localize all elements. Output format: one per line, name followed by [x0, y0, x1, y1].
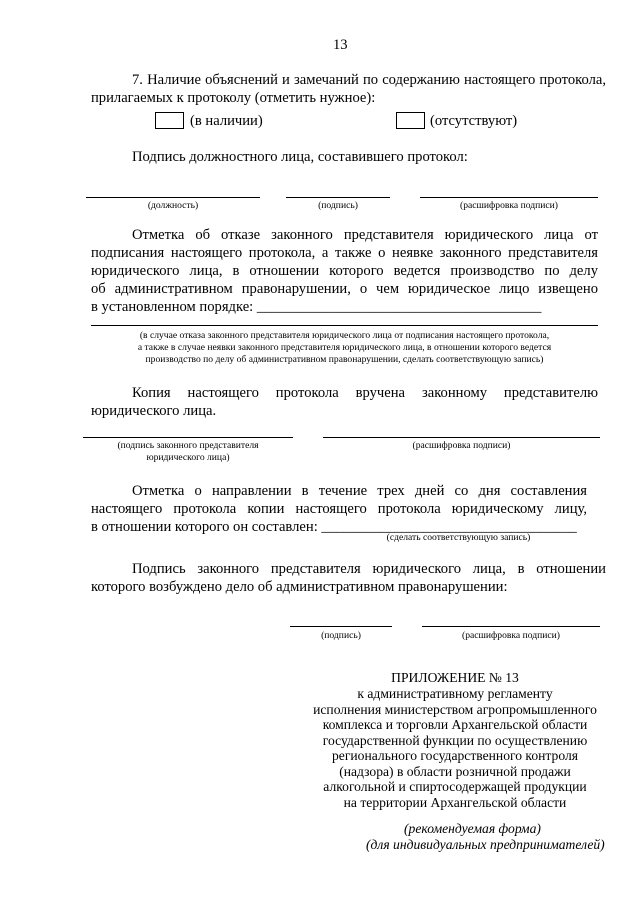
signature-line[interactable]: [286, 197, 390, 198]
caption-position: (должность): [147, 200, 199, 211]
refusal-hint-3: производство по делу об административном правонарушении, сделать соответствующую запись): [145, 354, 544, 365]
sending-line-3[interactable]: в отношении которого он составлен: ___________________________________: [91, 519, 577, 535]
rep-signature-line-1: Подпись законного представителя юридического лица, в отношении: [132, 561, 606, 577]
rep-signature-line[interactable]: [83, 437, 293, 438]
copy-line-1: Копия настоящего протокола вручена законному представителю: [132, 385, 598, 401]
position-line[interactable]: [86, 197, 260, 198]
refusal-line-3: юридического лица, в отношении которого ведется производство по делу: [91, 263, 598, 279]
sending-line-1: Отметка о направлении в течение трех дней со дня составления: [132, 483, 587, 499]
final-decoding-line[interactable]: [422, 626, 600, 627]
sending-line-2: настоящего протокола копии настоящего протокола юридическому лицу,: [91, 501, 587, 517]
appendix-title: ПРИЛОЖЕНИЕ № 13: [391, 670, 519, 685]
appendix-block: [305, 670, 605, 810]
appendix-line: регионального государственного контроля: [332, 748, 578, 763]
appendix-line: к административному регламенту: [357, 686, 553, 701]
caption-rep-signature-1: (подпись законного представителя: [117, 440, 259, 451]
caption-decoding: (расшифровка подписи): [460, 200, 558, 211]
appendix-line: комплекса и торговли Архангельской области: [322, 717, 588, 732]
sending-caption: (сделать соответствующую запись): [386, 532, 531, 543]
caption-rep-decoding: (расшифровка подписи): [412, 440, 511, 451]
rep-decoding-line[interactable]: [323, 437, 600, 438]
appendix-line: алкогольной и спиртосодержащей продукции: [323, 779, 587, 794]
rep-signature-line-2: которого возбуждено дело об административном правонарушении:: [91, 579, 508, 595]
appendix-line: на территории Архангельской области: [343, 794, 567, 810]
appendix-line: (надзора) в области розничной продажи: [339, 763, 571, 779]
section7-line1: 7. Наличие объяснений и замечаний по содержанию настоящего протокола,: [132, 72, 606, 88]
caption-signature: (подпись): [318, 200, 358, 211]
appendix-line: исполнения министерством агропромышленного: [313, 701, 597, 717]
checkbox-absent[interactable]: [396, 112, 425, 129]
final-caption-decoding: (расшифровка подписи): [462, 630, 560, 641]
copy-line-2: юридического лица.: [91, 403, 217, 419]
refusal-last-line[interactable]: в установленном порядке: _______________________________________: [91, 299, 542, 315]
refusal-hint-2: а также в случае неявки законного представителя юридического лица, в отношении которого ведется: [137, 342, 552, 353]
option-present-label: (в наличии): [190, 113, 263, 129]
refusal-line-4: об административном правонарушении, о чем юридическое лицо извещено: [91, 281, 598, 297]
decoding-line[interactable]: [420, 197, 598, 198]
option-absent-label: (отсутствуют): [430, 113, 518, 129]
page-number: 13: [333, 37, 348, 53]
final-signature-line[interactable]: [290, 626, 392, 627]
appendix-line: государственной функции по осуществлению: [322, 732, 588, 748]
refusal-entry-line[interactable]: [91, 325, 598, 326]
refusal-hint-1: (в случае отказа законного представителя юридического лица от подписания настоящего протокола,: [139, 330, 550, 341]
official-signature-heading: Подпись должностного лица, составившего протокол:: [132, 149, 468, 165]
caption-rep-signature-2: юридического лица): [146, 452, 230, 463]
final-caption-signature: (подпись): [321, 630, 361, 641]
form-note-entrepreneurs: (для индивидуальных предпринимателей): [366, 837, 605, 852]
refusal-line-1: Отметка об отказе законного представителя юридического лица от: [132, 227, 598, 243]
form-note-recommended: (рекомендуемая форма): [404, 821, 541, 836]
section7-line2: прилагаемых к протоколу (отметить нужное):: [91, 90, 376, 106]
refusal-line-2: подписания настоящего протокола, а также о неявке законного представителя: [91, 245, 598, 261]
checkbox-present[interactable]: [155, 112, 184, 129]
